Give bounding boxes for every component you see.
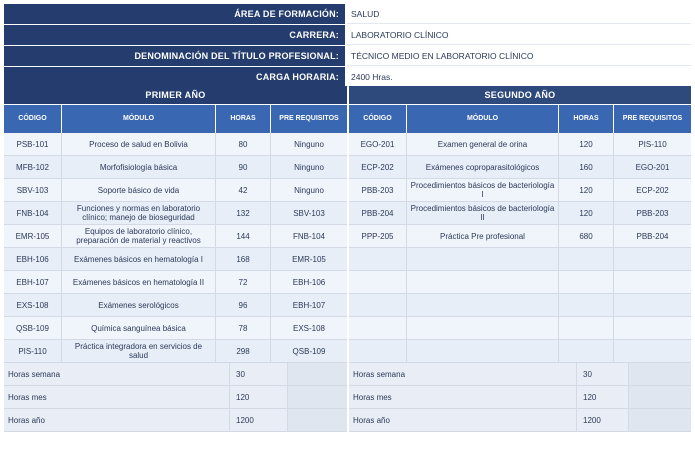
module-prereq: EGO-201 [635,162,670,172]
module-hours: 120 [559,179,614,201]
header-code: CÓDIGO [4,105,62,133]
summary-label: Horas mes [4,386,230,408]
module-prereq [614,294,691,316]
module-name: Procedimientos básicos de bacteriología II [407,202,559,224]
table-row [4,340,347,363]
summary-spacer [288,386,347,408]
summary-label: Horas semana [4,363,230,385]
year-title: PRIMER AÑO [4,86,347,104]
module-hours: 160 [559,156,614,178]
module-name: Morfofisiología básica [62,156,216,178]
module-prereq [614,248,691,270]
summary-row [349,409,691,432]
module-code: EMR-105 [4,225,62,247]
module-code: FNB-104 [4,202,62,224]
header-prereq: PRE REQUISITOS [271,105,347,133]
summary-row [4,363,347,386]
module-code: EXS-108 [4,294,62,316]
info-row-career [4,25,691,45]
table-row [349,133,691,156]
info-row-title [4,46,691,66]
summary-row [349,386,691,409]
summary-value: 120 [230,386,288,408]
module-name: Examen general de orina [407,133,559,155]
module-prereq: Ninguno [294,162,324,172]
module-prereq [614,271,691,293]
module-hours: 96 [216,294,271,316]
module-hours: 72 [216,271,271,293]
module-hours [559,340,614,362]
info-value: SALUD [347,4,691,24]
module-hours: 120 [559,133,614,155]
summary-label: Horas mes [349,386,577,408]
second-year-table [349,86,691,432]
module-code: PPP-205 [349,225,407,247]
module-prereq: PBB-203 [636,208,669,218]
module-name: Soporte básico de vida [62,179,216,201]
module-code [349,340,407,362]
module-hours [559,271,614,293]
header-prereq: PRE REQUISITOS [614,105,691,133]
program-info [4,4,691,88]
module-code: EBH-107 [4,271,62,293]
module-prereq: Ninguno [294,139,324,149]
summary-value: 1200 [230,409,288,431]
module-code: PBB-203 [349,179,407,201]
header-module: MÓDULO [62,105,216,133]
module-name: Procedimientos básicos de bacteriología I [407,179,559,201]
header-hours: HORAS [216,105,271,133]
second-year-summary [349,363,691,432]
module-code: PBB-204 [349,202,407,224]
module-code: MFB-102 [4,156,62,178]
table-row [349,202,691,225]
module-code: SBV-103 [4,179,62,201]
summary-value: 30 [577,363,629,385]
module-code [349,317,407,339]
module-prereq: EMR-105 [292,254,326,264]
summary-spacer [629,409,691,431]
module-prereq: PBB-204 [636,231,669,241]
module-code [349,294,407,316]
table-row [349,179,691,202]
table-row [349,156,691,179]
module-hours: 680 [559,225,614,247]
module-hours: 42 [216,179,271,201]
info-value: LABORATORIO CLÍNICO [347,25,691,45]
summary-spacer [629,363,691,385]
table-row [4,133,347,156]
module-hours: 78 [216,317,271,339]
table-row [4,248,347,271]
summary-spacer [288,409,347,431]
module-code [349,271,407,293]
table-row [349,271,691,294]
module-hours: 144 [216,225,271,247]
table-row [349,225,691,248]
table-row [4,225,347,248]
module-hours: 120 [559,202,614,224]
module-prereq: SBV-103 [293,208,325,218]
info-value: TÉCNICO MEDIO EN LABORATORIO CLÍNICO [347,46,691,66]
module-name: Práctica integradora en servicios de salud [62,340,216,362]
summary-value: 1200 [577,409,629,431]
table-row [4,179,347,202]
info-label: CARGA HORARIA: [4,67,345,87]
module-name [407,271,559,293]
module-prereq: Ninguno [294,185,324,195]
first-year-rows [4,133,347,363]
module-hours [559,248,614,270]
module-prereq [614,340,691,362]
module-prereq: FNB-104 [292,231,325,241]
module-name [407,248,559,270]
table-row [349,248,691,271]
module-name: Exámenes serológicos [62,294,216,316]
summary-row [4,409,347,432]
info-value: 2400 Hras. [347,67,691,87]
table-row [4,156,347,179]
summary-label: Horas año [4,409,230,431]
info-row-area [4,4,691,24]
module-name [407,294,559,316]
module-name: Exámenes básicos en hematología II [62,271,216,293]
module-prereq [614,317,691,339]
module-hours: 90 [216,156,271,178]
header-hours: HORAS [559,105,614,133]
summary-value: 120 [577,386,629,408]
summary-spacer [629,386,691,408]
module-hours [559,294,614,316]
table-row [4,294,347,317]
module-name: Equipos de laboratorio clínico, preparación de material y reactivos [62,225,216,247]
module-hours [559,317,614,339]
module-hours: 132 [216,202,271,224]
module-code [349,248,407,270]
info-label: CARRERA: [4,25,345,45]
module-prereq: ECP-202 [636,185,669,195]
module-code: EGO-201 [349,133,407,155]
module-code: PIS-110 [4,340,62,362]
module-name: Exámenes coproparasitológicos [407,156,559,178]
summary-row [4,386,347,409]
first-year-table [4,86,347,432]
header-module: MÓDULO [407,105,559,133]
summary-row [349,363,691,386]
header-code: CÓDIGO [349,105,407,133]
module-prereq: PIS-110 [638,139,667,149]
info-label: DENOMINACIÓN DEL TÍTULO PROFESIONAL: [4,46,345,66]
module-prereq: EBH-106 [292,277,326,287]
table-row [349,340,691,363]
summary-label: Horas año [349,409,577,431]
summary-label: Horas semana [349,363,577,385]
module-name: Funciones y normas en laboratorio clínico; manejo de bioseguridad [62,202,216,224]
module-prereq: QSB-109 [292,346,326,356]
module-name: Química sanguínea básica [62,317,216,339]
table-row [4,317,347,340]
first-year-summary [4,363,347,432]
module-code: PSB-101 [4,133,62,155]
module-prereq: EXS-108 [292,323,326,333]
table-row [349,294,691,317]
column-headers [349,105,691,133]
table-row [4,271,347,294]
year-title: SEGUNDO AÑO [349,86,691,104]
module-prereq: EBH-107 [292,300,326,310]
module-name: Exámenes básicos en hematología I [62,248,216,270]
module-name: Proceso de salud en Bolivia [62,133,216,155]
module-name [407,317,559,339]
module-hours: 80 [216,133,271,155]
table-row [4,202,347,225]
module-name: Práctica Pre profesional [407,225,559,247]
column-headers [4,105,347,133]
summary-value: 30 [230,363,288,385]
module-hours: 298 [216,340,271,362]
module-code: QSB-109 [4,317,62,339]
module-name [407,340,559,362]
info-label: ÁREA DE FORMACIÓN: [4,4,345,24]
module-hours: 168 [216,248,271,270]
table-row [349,317,691,340]
module-code: ECP-202 [349,156,407,178]
summary-spacer [288,363,347,385]
module-code: EBH-106 [4,248,62,270]
second-year-rows [349,133,691,363]
info-row-hours [4,67,691,87]
